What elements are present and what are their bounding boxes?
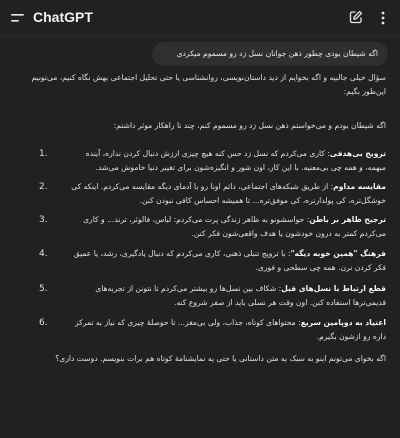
list-item-title: فرهنگ "همین خوبه دیگه" xyxy=(290,249,386,258)
list-item-title: اعتیاد به دوپامین سریع xyxy=(300,318,386,327)
new-chat-icon[interactable] xyxy=(349,10,363,24)
list-item-text: : شکاف بین نسل‌ها رو بیشتر می‌کردم تا نتونن از تجربه‌های قدیمی‌ترها استفاده کنن. اون وقت هر نسلی باید از صفر شروع کنه. xyxy=(95,284,386,307)
list-item-number: 6. xyxy=(39,318,48,328)
list-item-text: : با ترویج تنبلی ذهنی، کاری می‌کردم که دنبال یادگیری، رشد، یا عمیق فکر کردن نرن. همه چی سطحی و فوری. xyxy=(73,249,386,272)
list-item-number: 1. xyxy=(39,149,48,159)
list-item-text: : کاری می‌کردم که نسل زد حس کنه هیچ چیزی ارزش دنبال کردن نداره، آینده مبهمه، و همه چی بی‌معنیه. با این کار، اون شور و انگیزه‌شون برای تغییر دنیا خاموش می‌شد. xyxy=(85,149,386,172)
list-item-number: 2. xyxy=(39,182,48,192)
list-item-title: ترجیح ظاهر بر باطن xyxy=(309,215,386,224)
list-item-number: 4. xyxy=(39,249,48,259)
list-item-title: قطع ارتباط با نسل‌های قبل xyxy=(281,284,386,293)
menu-icon[interactable] xyxy=(11,13,25,23)
list-item-number: 5. xyxy=(39,284,48,294)
list-item-title: ترویج بی‌هدفی xyxy=(329,149,386,158)
list-item-text: : محتواهای کوتاه، جذاب، ولی بی‌مغز... تا حوصلهٔ چیزی که نیاز به تمرکز داره رو ازشون بگیرم. xyxy=(74,318,386,341)
list-item-number: 3. xyxy=(39,215,48,225)
list-item-text: : حواسشونو به ظاهر زندگی پرت می‌کردم: لباس، فالوئر، ترند... و کاری می‌کردم کمتر به درون خودشون یا هدف واقعی‌شون فکر کنن. xyxy=(83,215,386,238)
list-item-text: : از طریق شبکه‌های اجتماعی، دائم اونا رو با آدمای دیگه مقایسه می‌کردم. اینکه کی خوشگل‌تره، کی پولدارتره، کی موفق‌تره... تا همیشه احساس کافی نبودن کنن. xyxy=(71,182,386,205)
assistant-closing: اگه بخوای می‌تونم اینو به سبک یه متن داستانی یا حتی یه نمایشنامهٔ کوتاه هم برات بنویسم. دوست داری؟ xyxy=(55,354,386,363)
assistant-lead: اگه شیطان بودم و می‌خواستم ذهن نسل زد رو مسموم کنم، چند تا راهکار موثر داشتم: xyxy=(113,121,386,130)
app-title: ChatGPT xyxy=(33,9,93,25)
more-options-icon[interactable] xyxy=(380,10,386,26)
user-message-bubble: اگه شیطان بودی چطور ذهن جوانان نسل زد رو مسموم میکردی xyxy=(152,42,388,66)
assistant-intro: سؤال خیلی جالبیه و اگه بخوایم از دید داستان‌نویسی، روانشناسی یا حتی تحلیل اجتماعی بهش نگاه کنیم، می‌تونیم این‌طور بگیم: xyxy=(31,73,386,96)
top-bar xyxy=(0,0,400,37)
list-item-title: مقایسه مداوم xyxy=(333,182,386,191)
